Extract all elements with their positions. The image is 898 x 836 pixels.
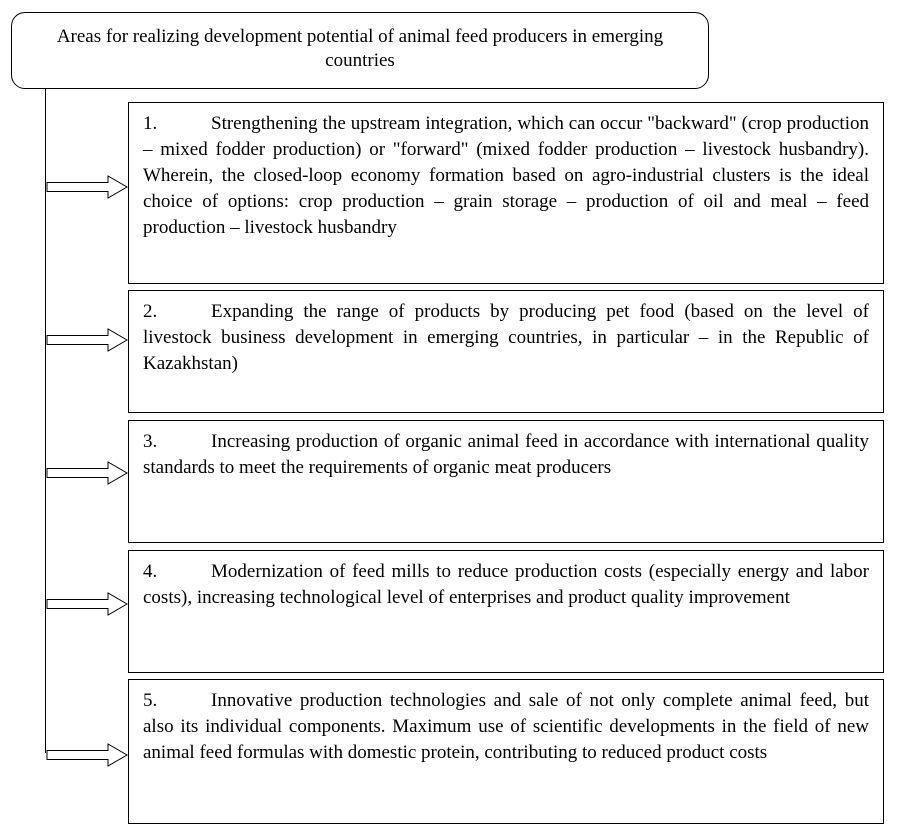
arrow-to-item-5	[46, 743, 128, 767]
item-text: Innovative production technologies and sale of not only complete animal feed, but also its individual components. Maximum use of scientific developments in the field of new animal feed formulas with domestic protein, contributing to reduced product costs	[143, 690, 869, 763]
item-number: 1.	[143, 113, 158, 134]
item-text: Expanding the range of products by producing pet food (based on the level of livestock business development in emerging countries, in particular – in the Republic of Kazakhstan)	[143, 301, 869, 374]
arrow-to-item-3	[46, 461, 128, 485]
arrow-to-item-4	[46, 592, 128, 616]
item-text: Modernization of feed mills to reduce production costs (especially energy and labor costs), increasing technological level of enterprises and product quality improvement	[143, 561, 869, 608]
item-box-3	[128, 420, 884, 543]
item-text: Increasing production of organic animal feed in accordance with international quality standards to meet the requirements of organic meat producers	[143, 431, 869, 478]
item-number: 5.	[143, 690, 158, 711]
item-number: 4.	[143, 561, 158, 582]
arrow-to-item-2	[46, 328, 128, 352]
diagram-title: Areas for realizing development potential of animal feed producers in emerging countries	[56, 25, 664, 71]
item-box-2	[128, 290, 884, 413]
item-number: 2.	[143, 301, 158, 322]
item-box-4	[128, 550, 884, 673]
diagram-title-box	[11, 12, 709, 89]
item-box-1	[128, 102, 884, 284]
item-box-5	[128, 679, 884, 824]
item-number: 3.	[143, 431, 158, 452]
item-text: Strengthening the upstream integration, which can occur "backward" (crop production – mixed fodder production) or "forward" (mixed fodder production – livestock husbandry). Wherein, the closed-loop economy formation based on agro-industrial clusters is the ideal choice of options: crop production – grain storage – production of oil and meal – feed production – livestock husbandry	[143, 113, 869, 238]
arrow-to-item-1	[46, 175, 128, 199]
